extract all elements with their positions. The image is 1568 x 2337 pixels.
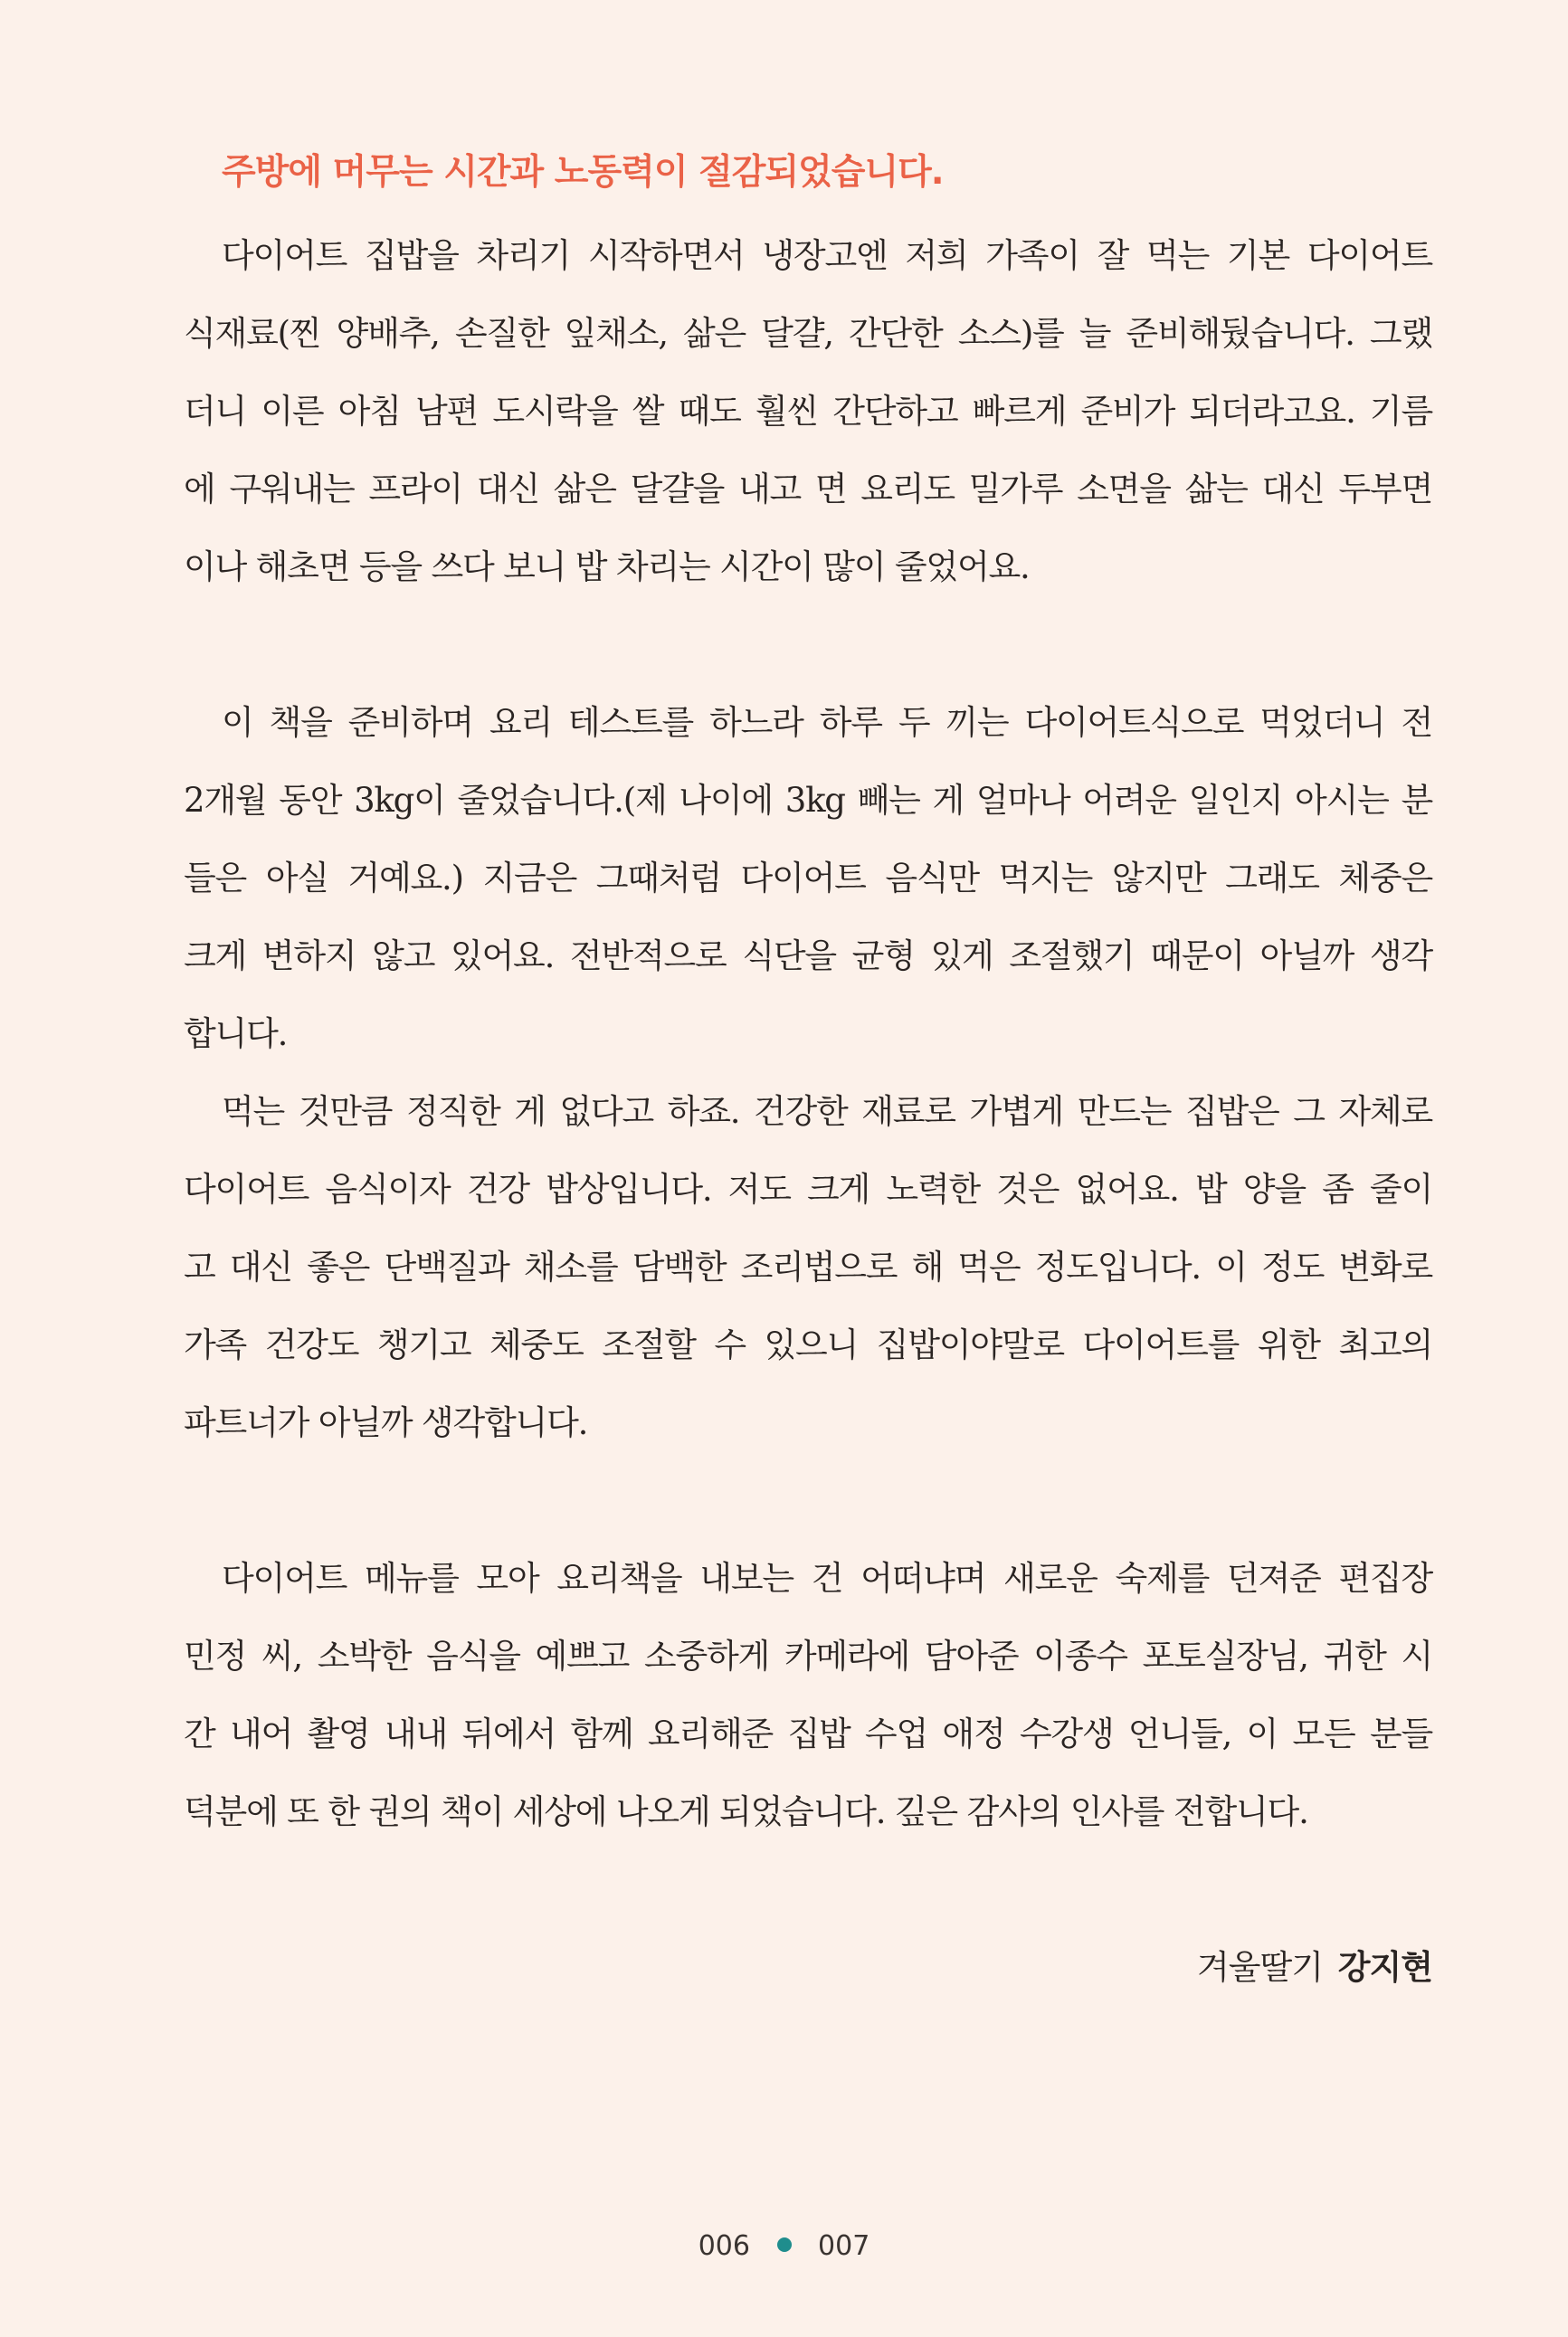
paragraph-line: 들은 아실 거예요.) 지금은 그때처럼 다이어트 음식만 먹지는 않지만 그래도 체중은 — [184, 859, 1432, 898]
right-page-number: 007 — [818, 2230, 870, 2262]
paragraph-line: 식재료(찐 양배추, 손질한 잎채소, 삶은 달걀, 간단한 소스)를 늘 준비해뒀습니다. 그랬 — [184, 314, 1432, 353]
author-signature — [184, 1929, 1432, 2007]
paragraph-spacer — [184, 1462, 1432, 1540]
page-number-footer — [0, 2224, 1568, 2269]
section-heading: 주방에 머무는 시간과 노동력이 절감되었습니다. — [222, 152, 944, 193]
paragraph-line: 더니 이른 아침 남편 도시락을 쌀 때도 훨씬 간단하고 빠르게 준비가 되더라고요. 기름 — [184, 392, 1432, 431]
paragraph-line: 고 대신 좋은 단백질과 채소를 담백한 조리법으로 해 먹은 정도입니다. 이 정도 변화로 — [184, 1248, 1432, 1287]
author-pen-name: 겨울딸기 — [1197, 1948, 1323, 1987]
paragraph-line: 덕분에 또 한 권의 책이 세상에 나오게 되었습니다. 깊은 감사의 인사를 전합니다. — [184, 1792, 1308, 1831]
paragraph-1 — [184, 217, 1432, 606]
paragraph-line: 파트너가 아닐까 생각합니다. — [184, 1403, 588, 1442]
paragraph-line: 간 내어 촬영 내내 뒤에서 함께 요리해준 집밥 수업 애정 수강생 언니들, 이 모든 분들 — [184, 1715, 1432, 1753]
paragraph-line: 2개월 동안 3kg이 줄었습니다.(제 나이에 3kg 빼는 게 얼마나 어려운 일인지 아시는 분 — [184, 781, 1432, 820]
paragraph-line: 크게 변하지 않고 있어요. 전반적으로 식단을 균형 있게 조절했기 때문이 아닐까 생각 — [184, 936, 1432, 975]
paragraph-line: 다이어트 음식이자 건강 밥상입니다. 저도 크게 노력한 것은 없어요. 밥 양을 좀 줄이 — [184, 1170, 1432, 1209]
paragraph-line: 에 구워내는 프라이 대신 삶은 달걀을 내고 면 요리도 밀가루 소면을 삶는 대신 두부면 — [184, 470, 1432, 508]
paragraph-line: 다이어트 집밥을 차리기 시작하면서 냉장고엔 저희 가족이 잘 먹는 기본 다이어트 — [222, 236, 1432, 275]
paragraph-line: 다이어트 메뉴를 모아 요리책을 내보는 건 어떠냐며 새로운 숙제를 던져준 편집장 — [222, 1559, 1432, 1598]
paragraph-spacer — [184, 606, 1432, 684]
paragraph-line: 이 책을 준비하며 요리 테스트를 하느라 하루 두 끼는 다이어트식으로 먹었더니 전 — [222, 703, 1432, 742]
paragraph-2 — [184, 684, 1432, 1073]
left-page-number: 006 — [698, 2230, 750, 2262]
paragraph-line: 먹는 것만큼 정직한 게 없다고 하죠. 건강한 재료로 가볍게 만드는 집밥은 그 자체로 — [222, 1092, 1432, 1131]
paragraph-3 — [184, 1073, 1432, 1462]
paragraph-line: 가족 건강도 챙기고 체중도 조절할 수 있으니 집밥이야말로 다이어트를 위한 최고의 — [184, 1325, 1432, 1364]
page-content — [184, 127, 1432, 2007]
author-name: 강지현 — [1337, 1948, 1432, 1987]
paragraph-line: 민정 씨, 소박한 음식을 예쁘고 소중하게 카메라에 담아준 이종수 포토실장님, 귀한 시 — [184, 1637, 1432, 1676]
paragraph-line: 합니다. — [184, 1014, 288, 1053]
paragraph-4 — [184, 1540, 1432, 1851]
paragraph-line: 이나 해초면 등을 쓰다 보니 밥 차리는 시간이 많이 줄었어요. — [184, 547, 1030, 586]
page-separator-dot-icon — [777, 2237, 792, 2252]
